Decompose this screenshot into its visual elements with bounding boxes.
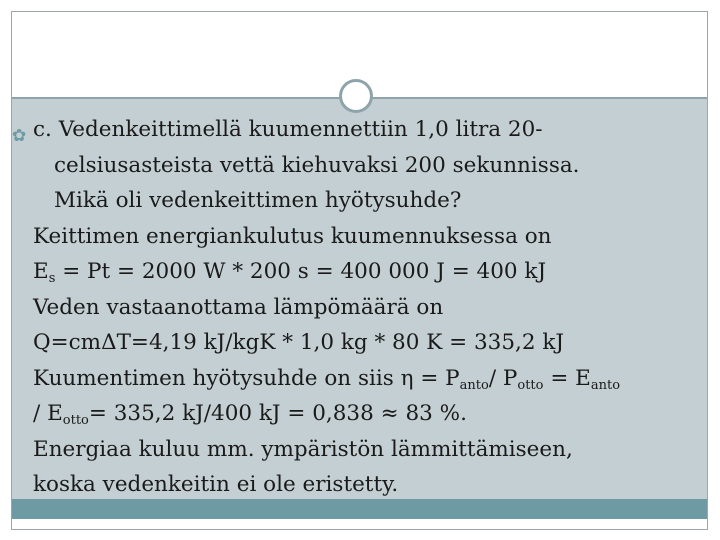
body-line-heat-received: Veden vastaanottama lämpömäärä on <box>33 294 444 320</box>
body-line-energy-equation: $E_s = Pt = 2000$ W * 200 s = 400 000 J = 400 kJ <box>33 259 547 286</box>
body-line-energy-loss: Energiaa kuluu mm. ympäristön lämmittämiseen, <box>33 436 573 462</box>
slide-body-text <box>12 112 703 503</box>
body-line-insulation: koska vedenkeitin ei ole eristetty. <box>33 472 399 497</box>
bullet-ornament-icon: ✿ <box>12 126 27 146</box>
bullet-line-1: ✿ c. Vedenkeittimellä kuumennettiin 1,0 litra 20- <box>33 112 703 148</box>
body-line-heat-equation: Q=cmΔT=4,19 kJ/kgK * 1,0 kg * 80 K = 335,2 kJ <box>33 330 565 355</box>
body-line-efficiency-result: / $E_{otto}= 335,2$ kJ/400 kJ = 0,838 ≈ 83 %. <box>33 401 467 428</box>
bullet-line-2: celsiusasteista vettä kiehuvaksi 200 sekunnissa. <box>54 152 580 178</box>
divider-circle-ornament <box>339 79 373 113</box>
body-line-energy-consumption: Keittimen energiankulutus kuumennuksessa on <box>33 223 552 249</box>
body-line-efficiency: Kuumentimen hyötysuhde on siis $\eta = P_{anto}/$ $P_{otto} = E_{anto}$ <box>33 365 621 393</box>
bullet-line-3: Mikä oli vedenkeittimen hyötysuhde? <box>54 188 462 213</box>
